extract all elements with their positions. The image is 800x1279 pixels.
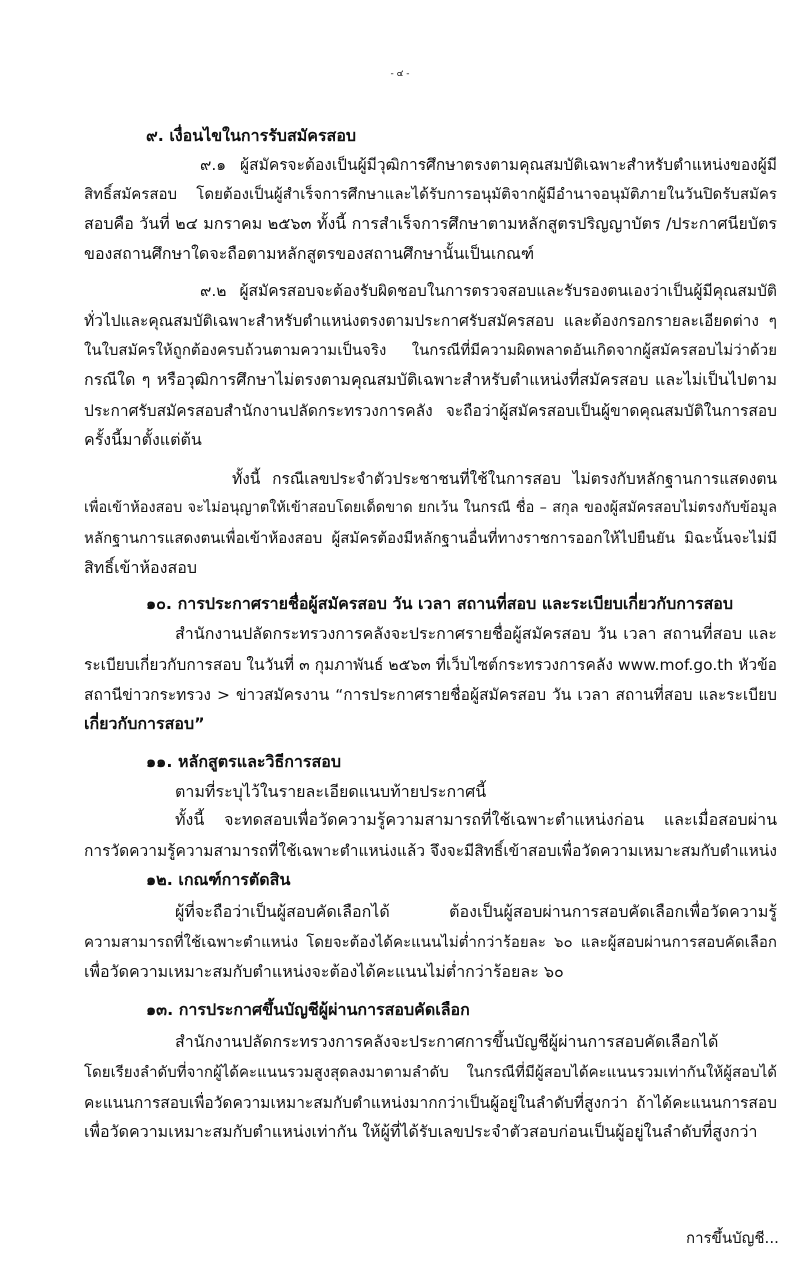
section-9-note-line: ทั้งนี้ กรณีเลขประจำตัวประชาชนที่ใช้ในการสอบ ไม่ตรงกับหลักฐานการแสดงตน <box>232 470 777 488</box>
section-9-1-line: ของสถานศึกษาใดจะถือตามหลักสูตรของสถานศึกษานั้นเป็นเกณฑ์ <box>84 244 535 263</box>
section-9-2-line: ประกาศรับสมัครสอบสำนักงานปลัดกระทรวงการคลัง จะถือว่าผู้สมัครสอบเป็นผู้ขาดคุณสมบัติในการสอบ <box>84 402 777 420</box>
section-11-heading: ๑๑. หลักสูตรและวิธีการสอบ <box>146 752 342 771</box>
continuation-text: การขึ้นบัญชี... <box>686 1229 779 1247</box>
section-13-line: สำนักงานปลัดกระทรวงการคลังจะประกาศการขึ้นบัญชีผู้ผ่านการสอบคัดเลือกได้ <box>175 1032 719 1051</box>
section-11-line: การวัดความรู้ความสามารถที่ใช้เฉพาะตำแหน่งแล้ว จึงจะมีสิทธิ์เข้าสอบเพื่อวัดความเหมาะสมกับตำแหน่ง <box>84 842 777 860</box>
section-9-2-line: ในใบสมัครให้ถูกต้องครบถ้วนตามความเป็นจริง ในกรณีที่มีความผิดพลาดอันเกิดจากผู้สมัครสอบไม่ว่าด้วย <box>84 341 777 359</box>
section-13-line: โดยเรียงลำดับที่จากผู้ได้คะแนนรวมสูงสุดลงมาตามลำดับ ในกรณีที่มีผู้สอบได้คะแนนรวมเท่ากันให้ผู้สอบได้ <box>84 1063 777 1081</box>
section-10-line: ระเบียบเกี่ยวกับการสอบ ในวันที่ ๓ กุมภาพันธ์ ๒๕๖๓ ที่เว็บไซต์กระทรวงการคลัง www.mof.go.th หัวข้อ <box>84 656 777 674</box>
section-9-note-line: เพื่อเข้าห้องสอบ จะไม่อนุญาตให้เข้าสอบโดยเด็ดขาด ยกเว้น ในกรณี ชื่อ – สกุล ของผู้สมัครสอบไม่ตรงกับข้อมูล <box>84 500 777 516</box>
section-9-2-line: กรณีใด ๆ หรือวุฒิการศึกษาไม่ตรงตามคุณสมบัติเฉพาะสำหรับตำแหน่งที่สมัครสอบ และไม่เป็นไปตาม <box>84 370 777 389</box>
section-10-line: เกี่ยวกับการสอบ” <box>84 714 205 733</box>
section-12-line: ผู้ที่จะถือว่าเป็นผู้สอบคัดเลือกได้ ต้องเป็นผู้สอบผ่านการสอบคัดเลือกเพื่อวัดความรู้ <box>175 902 777 921</box>
section-12-line: เพื่อวัดความเหมาะสมกับตำแหน่งจะต้องได้คะแนนไม่ต่ำกว่าร้อยละ ๖๐ <box>84 962 564 981</box>
section-9-2-line: ครั้งนี้มาตั้งแต่ต้น <box>84 430 202 449</box>
section-11-line: ตามที่ระบุไว้ในรายละเอียดแนบท้ายประกาศนี้ <box>175 782 487 801</box>
page-number: - ๔ - <box>390 69 410 79</box>
section-9-2-line: ทั่วไปและคุณสมบัติเฉพาะสำหรับตำแหน่งตรงตามประกาศรับสมัครสอบ และต้องกรอกรายละเอียดต่าง ๆ <box>84 312 777 330</box>
section-11-line: ทั้งนี้ จะทดสอบเพื่อวัดความรู้ความสามารถที่ใช้เฉพาะตำแหน่งก่อน และเมื่อสอบผ่าน <box>175 810 777 829</box>
section-9-1-line: สิทธิ์สมัครสอบ โดยต้องเป็นผู้สำเร็จการศึกษาและได้รับการอนุมัติจากผู้มีอำนาจอนุมัติภายในวันปิดรับสมัคร <box>84 185 777 203</box>
section-9-1-line: สอบคือ วันที่ ๒๔ มกราคม ๒๕๖๓ ทั้งนี้ การสำเร็จการศึกษาตามหลักสูตรปริญญาบัตร /ประกาศนียบัตร <box>84 214 777 233</box>
section-13-line: คะแนนการสอบเพื่อวัดความเหมาะสมกับตำแหน่งมากกว่าเป็นผู้อยู่ในลำดับที่สูงกว่า ถ้าได้คะแนนการสอบ <box>84 1094 777 1112</box>
section-13-heading: ๑๓. การประกาศขึ้นบัญชีผู้ผ่านการสอบคัดเลือก <box>146 1000 470 1019</box>
section-9-2-line: ๙.๒ ผู้สมัครสอบจะต้องรับผิดชอบในการตรวจสอบและรับรองตนเองว่าเป็นผู้มีคุณสมบัติ <box>200 282 777 300</box>
section-9-note-line: หลักฐานการแสดงตนเพื่อเข้าห้องสอบ ผู้สมัครต้องมีหลักฐานอื่นที่ทางราชการออกให้ไปยืนยัน มิฉะนั้นจะไม่มี <box>84 529 777 547</box>
section-12-line: ความสามารถที่ใช้เฉพาะตำแหน่ง โดยจะต้องได้คะแนนไม่ต่ำกว่าร้อยละ ๖๐ และผู้สอบผ่านการสอบคัดเลือก <box>84 933 777 951</box>
section-10-heading: ๑๐. การประกาศรายชื่อผู้สมัครสอบ วัน เวลา สถานที่สอบ และระเบียบเกี่ยวกับการสอบ <box>146 594 734 613</box>
section-13-line: เพื่อวัดความเหมาะสมกับตำแหน่งเท่ากัน ให้ผู้ที่ได้รับเลขประจำตัวสอบก่อนเป็นผู้อยู่ในลำดับที่สูงกว่า <box>84 1122 758 1141</box>
section-12-heading: ๑๒. เกณฑ์การตัดสิน <box>146 870 291 889</box>
section-10-line: สำนักงานปลัดกระทรวงการคลังจะประกาศรายชื่อผู้สมัครสอบ วัน เวลา สถานที่สอบ และ <box>175 624 777 643</box>
section-9-heading: ๙. เงื่อนไขในการรับสมัครสอบ <box>146 126 357 145</box>
section-9-note-line: สิทธิ์เข้าห้องสอบ <box>84 558 197 577</box>
section-9-1-line: ๙.๑ ผู้สมัครจะต้องเป็นผู้มีวุฒิการศึกษาตรงตามคุณสมบัติเฉพาะสำหรับตำแหน่งของผู้มี <box>200 156 777 174</box>
section-10-line: สถานีข่าวกระทรวง > ข่าวสมัครงาน “การประกาศรายชื่อผู้สมัครสอบ วัน เวลา สถานที่สอบ และระเบียบ <box>84 686 777 704</box>
